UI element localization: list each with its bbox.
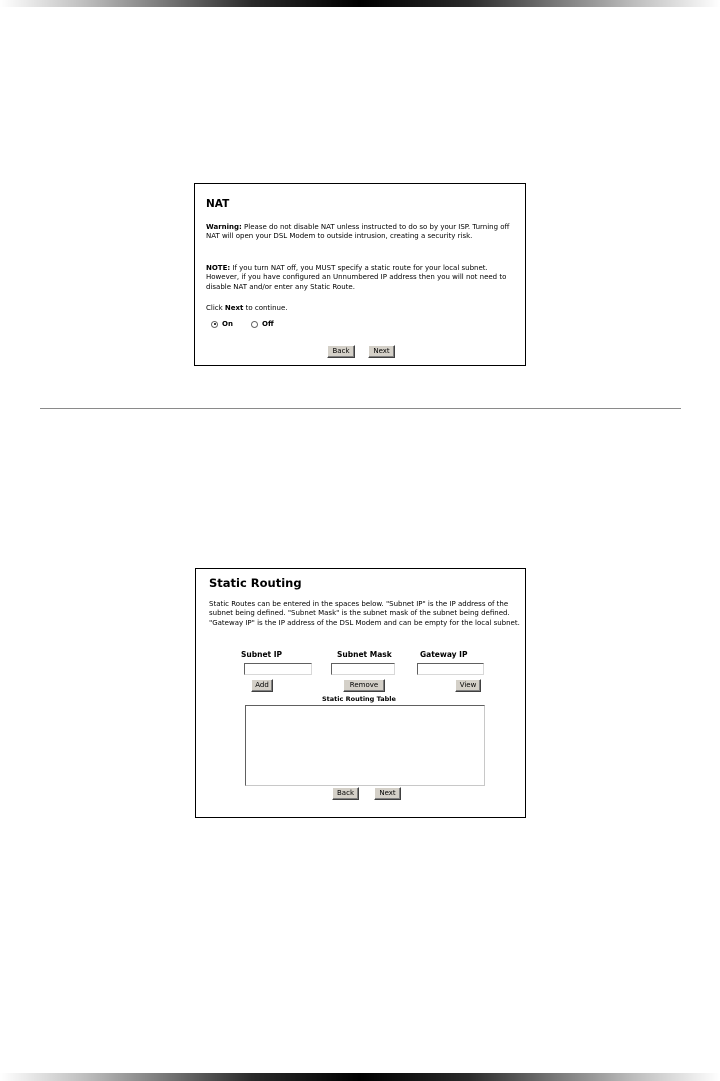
nat-continue-instruction: Click Next to continue. xyxy=(206,304,288,312)
subnet-ip-label: Subnet IP xyxy=(241,650,283,659)
subnet-ip-input[interactable] xyxy=(244,663,312,675)
nat-on-radio[interactable] xyxy=(211,321,218,328)
warning-label: Warning: xyxy=(206,223,242,231)
warning-body: Please do not disable NAT unless instructed to do so by your ISP. Turning off NAT will open your DSL Modem to outside intrusion, creating a security risk. xyxy=(206,223,510,241)
view-button[interactable]: View xyxy=(455,679,481,692)
static-routing-table-label: Static Routing Table xyxy=(322,695,396,703)
nat-warning-text xyxy=(206,223,521,242)
nat-panel xyxy=(194,183,526,366)
nat-next-button[interactable]: Next xyxy=(368,345,395,358)
bottom-decorative-bar xyxy=(0,1073,720,1081)
section-divider xyxy=(40,408,681,409)
nat-on-label: On xyxy=(222,320,233,328)
remove-button[interactable]: Remove xyxy=(343,679,385,692)
nat-title: NAT xyxy=(206,198,230,210)
static-routing-description: Static Routes can be entered in the spaces below. "Subnet IP" is the IP address of the subnet being defined. "Subnet Mask" is the subnet mask of the subnet being defined. "Gateway IP" is the IP address of the DSL Modem and can be empty for the local subnet. xyxy=(209,600,520,627)
add-button[interactable]: Add xyxy=(251,679,273,692)
gateway-ip-input[interactable] xyxy=(417,663,484,675)
nat-off-radio[interactable] xyxy=(251,321,258,328)
static-routing-title: Static Routing xyxy=(209,576,302,590)
subnet-mask-label: Subnet Mask xyxy=(337,650,392,659)
nat-off-label: Off xyxy=(262,320,274,328)
static-routing-back-button[interactable]: Back xyxy=(332,787,359,800)
top-decorative-bar xyxy=(0,0,720,7)
gateway-ip-label: Gateway IP xyxy=(420,650,468,659)
note-label: NOTE: xyxy=(206,264,231,272)
static-routing-table[interactable] xyxy=(245,705,485,786)
nat-note-text xyxy=(206,264,521,292)
nat-back-button[interactable]: Back xyxy=(327,345,355,358)
static-routing-panel xyxy=(195,568,526,818)
subnet-mask-input[interactable] xyxy=(331,663,395,675)
nat-on-option[interactable] xyxy=(211,320,233,328)
nat-off-option[interactable] xyxy=(251,320,274,328)
note-body: If you turn NAT off, you MUST specify a static route for your local subnet. However, if you have configured an Unnumbered IP address then you will not need to disable NAT and/or enter any Static Route. xyxy=(206,264,507,291)
static-routing-next-button[interactable]: Next xyxy=(374,787,401,800)
